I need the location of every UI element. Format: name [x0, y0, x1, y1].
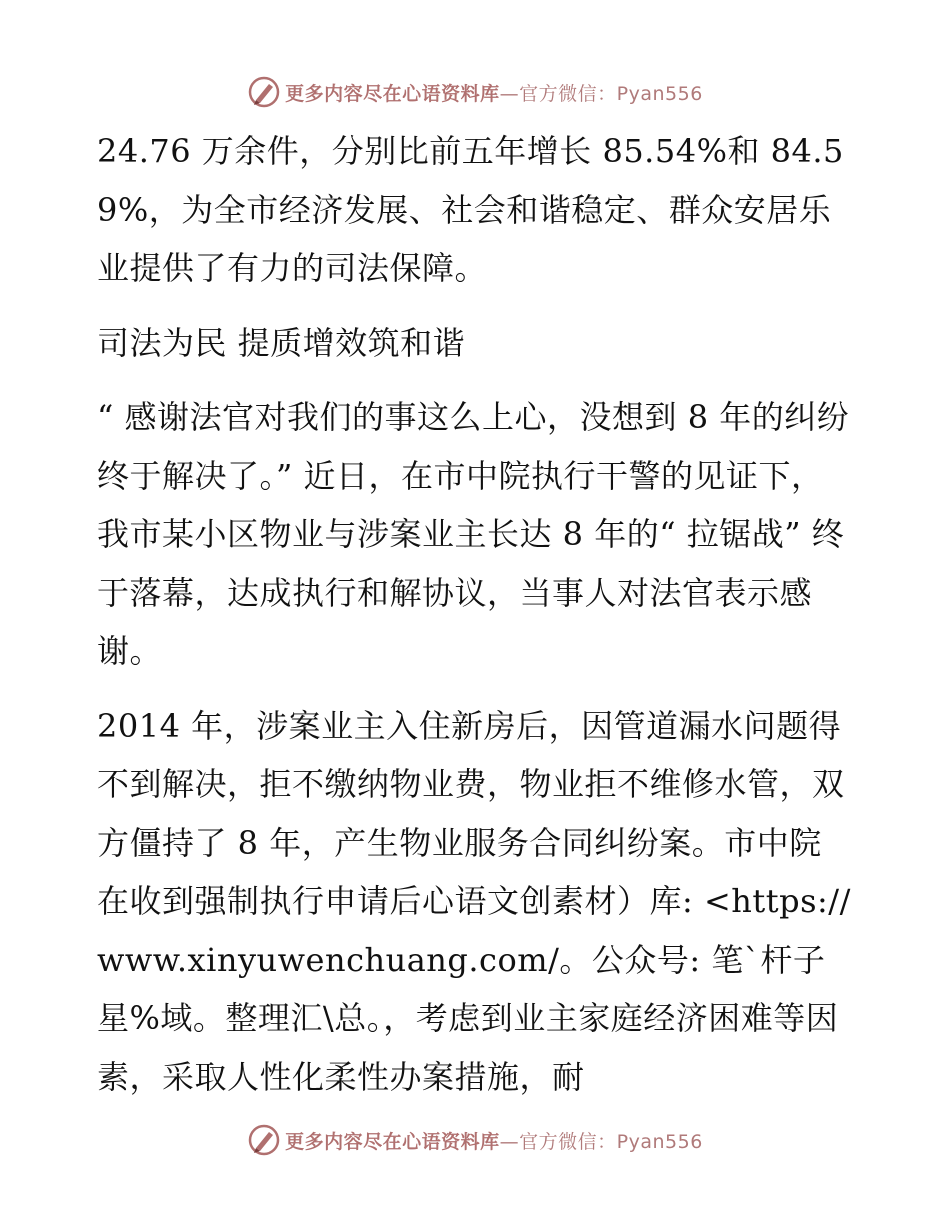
header-banner — [0, 72, 950, 112]
banner-lead: 更多内容尽在心语资料库 — [285, 1130, 500, 1153]
banner-text — [285, 1127, 703, 1154]
banner-tail: 官方微信：Pyan556 — [519, 1130, 703, 1153]
banner-tail: 官方微信：Pyan556 — [519, 82, 703, 105]
paragraph-3: 2014 年，涉案业主入住新房后，因管道漏水问题得不到解决，拒不缴纳物业费，物业拒不维修水管，双方僵持了 8 年，产生物业服务合同纠纷案。市中院在收到强制执行申请后心语文创素材）库: <https://www.xinyuwenchuang.com/。公众号: 笔`杆子星%域。整理汇\总。，考虑到业主家庭经济困难等因素，采取人性化柔性办案措施，耐 — [97, 706, 851, 1096]
banner-lead: 更多内容尽在心语资料库 — [285, 82, 500, 105]
footer-banner — [0, 1120, 950, 1160]
paragraph-2: “ 感谢法官对我们的事这么上心，没想到 8 年的纠纷终于解决了。” 近日，在市中院执行干警的见证下，我市某小区物业与涉案业主长达 8 年的“ 拉锯战” 终于落幕，达成执行和解协议，当事人对法官表示感谢。 — [97, 398, 850, 670]
document-body — [97, 122, 852, 1106]
section-heading: 司法为民 提质增效筑和谐 — [97, 323, 466, 362]
pen-logo-icon — [247, 75, 281, 109]
banner-text — [285, 79, 703, 106]
paragraph-1: 24.76 万余件，分别比前五年增长 85.54%和 84.59%，为全市经济发展、社会和谐稳定、群众安居乐业提供了有力的司法保障。 — [97, 132, 844, 287]
banner-dash: — — [499, 82, 520, 105]
banner-dash: — — [499, 1130, 520, 1153]
pen-logo-icon — [247, 1123, 281, 1157]
